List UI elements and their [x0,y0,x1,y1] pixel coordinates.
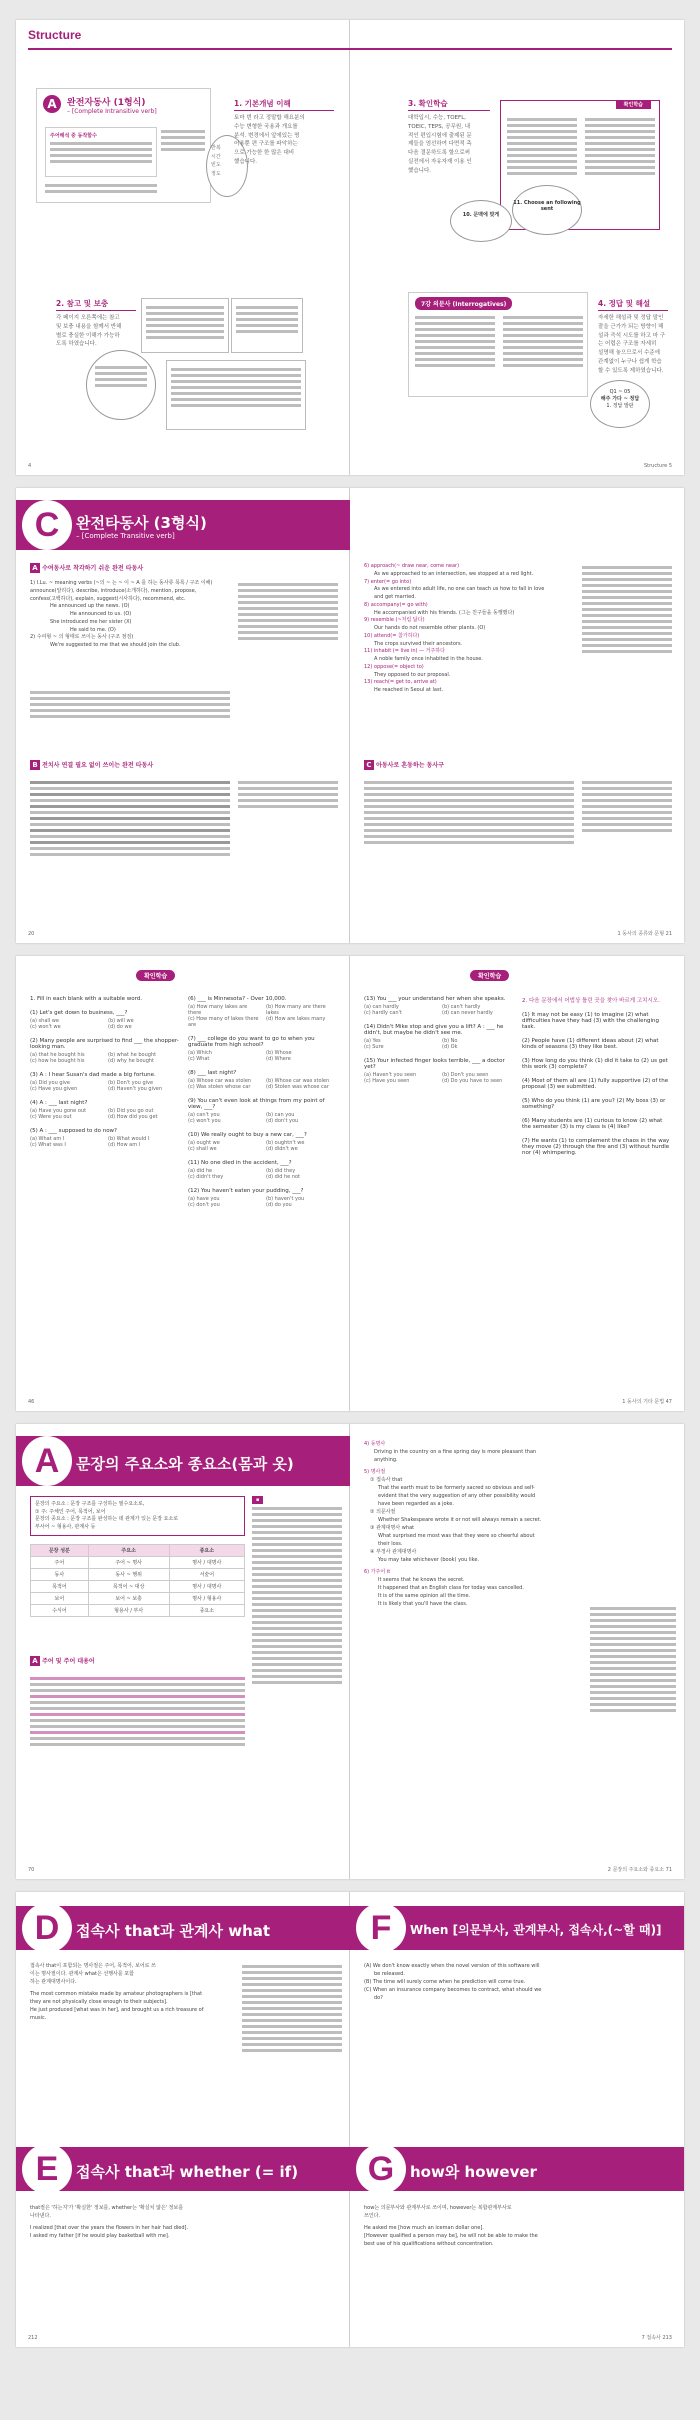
page-213 [350,1892,684,2347]
quiz-question [364,1058,514,1084]
choice-circle-11: 11. Choose an following sent [512,185,582,235]
box-a-notes [161,127,205,177]
section-c-body [364,778,574,847]
notes-d [242,1962,342,2055]
section-b-heading: B 전치사 연결 필요 없이 쓰이는 완전 타동사 [30,760,153,770]
question-text: (1) Let's get down to business, ___? [30,1010,128,1016]
answer-option[interactable]: (a) ought we [188,1140,220,1146]
quiz-question [30,1100,180,1120]
table-cell: 목적어 [31,1581,89,1593]
quiz-column-3 [364,996,514,1092]
question-text: (10) We really ought to buy a new car, ___? [188,1132,307,1138]
banner-e [16,2147,350,2191]
table-cell: 형용사 / 부사 [88,1605,169,1617]
answer-option[interactable]: (b) What would I [108,1136,150,1142]
section-a-heading: A 수여동사로 착각하기 쉬운 완전 타동사 [30,563,143,573]
structure-header: Structure [28,28,82,42]
item-3-text: 대학입시, 수능, TOEFL, TOEIC, TEPS, 공무원, 내 적인 편입시험에 출제된 문 제들을 엄선하여 다면적 측 다음 결문하도록 할으로써 실전에서 자유자재 이용 인 했습니다. [408,115,472,174]
quiz-question [188,1160,338,1180]
table-cell: 동사 [31,1569,89,1581]
answer-option[interactable]: (b) Did you go out [108,1108,154,1114]
table-cell: 목적어 ~ 대상 [88,1581,169,1593]
letter-d: D [22,1903,72,1953]
quiz-question [522,1118,672,1130]
question-text: (5) Who do you think (1) are you? (2) My boss (3) or something? [522,1098,666,1110]
section-b-notes [238,778,338,811]
question-text: (7) ___ college do you want to go to when you graduate from high school? [188,1036,315,1048]
answer-option[interactable]: (c) hardly can't [364,1010,402,1016]
answer-option[interactable]: (c) don't you [188,1202,220,1208]
answer-option[interactable]: (b) did they [266,1168,296,1174]
answer-option[interactable]: (d) do we [108,1024,132,1030]
quiz-question [364,996,514,1016]
page-number: 212 [28,2335,38,2341]
page-number: 20 [28,931,35,937]
page-5 [350,20,684,475]
quiz-question [522,1058,672,1070]
answer-option[interactable]: (d) Do you have to seen [442,1078,503,1084]
quiz-question [30,1128,180,1148]
page-number: 1 동사의 기타 문법 47 [622,1399,672,1405]
question-text: (5) A : ___ supposed to do now? [30,1128,117,1134]
page-46 [16,956,350,1411]
item-4-text: 자세한 해설과 및 정답 말인 잘을 근가가 되는 방향이 해 설과 즉석 시도를 하고 마 구 는 어렵은 구조를 자세히 설명해 놓으므로서 수준에 관계없이 누구나 쉽게 학습 할 수 있도록 제하였습니다. [598,315,666,374]
table-cell: 보어 [31,1593,89,1605]
answer-option[interactable]: (b) haven't you [266,1196,305,1202]
quiz-question [188,1098,338,1124]
item-3-heading: 3. 확인학습 [408,99,448,108]
quiz-question [188,1188,338,1208]
title-g: how와 however [410,2163,537,2181]
magnify-circle [86,350,156,420]
page-4 [16,20,350,475]
header-rule [28,48,350,50]
answer-option[interactable]: (d) do you [266,1202,292,1208]
question-text: (2) Many people are surprised to find ___ the shopper-looking man. [30,1038,179,1050]
table-cell: 동사 ~ 행위 [88,1569,169,1581]
table-cell: 명사 / 대명사 [169,1557,244,1569]
question-text: (15) Your infected finger looks terrible, ___ a doctor yet? [364,1058,505,1070]
answer-option[interactable]: (a) Did you give [30,1080,70,1086]
item-3-rule [408,110,490,111]
question-text: (9) You can't even look at things from my point of view, ___? [188,1098,325,1110]
answer-option[interactable]: (c) What [188,1056,210,1062]
page-number: Structure 5 [643,463,672,469]
answer-option[interactable]: (a) Yes [364,1038,381,1044]
question-text: (13) You ___ your understand her when she speaks. [364,996,506,1002]
chapter-subtitle: – [Complete Transitive verb] [76,532,175,540]
answer-option[interactable]: (a) did he [188,1168,213,1174]
answer-option[interactable]: (b) what he bought [108,1052,157,1058]
table-cell: 종요소 [169,1605,244,1617]
section-c-heading: C 아동사로 혼동하는 동사구 [364,760,444,770]
table-cell: 수식어 [31,1605,89,1617]
circle-label: 반복 [211,145,221,151]
chapter-title: 완전타동사 (3형식) [76,514,207,532]
item-1-heading: 1. 기본개념 이해 [234,99,291,108]
section-a-body: 1) I.Lu. ~ meaning verbs (~의 ~ 는 ~ 이 ~ A 를 하는 동사류 목록 / 구조 이해) announce(알리다), describe, introduce(소개하다), mention, propose, confess(고백하다), explain, suggest(시사하다), recommend, etc. He announced up the news. (O) He announced to us. (O) She introduced me her sister (X) He said to me. (O) 2) 수여형 ~ 의 형태로 쓰이는 동사 (구조 점검) We're suggested to me that we should join the club. [30,580,213,648]
answer-option[interactable]: (d) How are lakes many [266,1016,326,1022]
answer-option[interactable]: (b) Don't you seen [442,1072,489,1078]
section-a-body [30,1674,245,1749]
title-f: When [의문부사, 관계부사, 접속사,(~할 때)] [410,1923,662,1937]
header-rule-right [350,48,672,50]
box-a-title: 완전자동사 (1형식) [67,98,146,108]
box-a-inner [45,127,157,177]
answer-option[interactable]: (c) Was stolen whose car [188,1084,251,1090]
answer-option[interactable]: (c) How many of lakes there are [188,1016,259,1028]
circle-label: 시간 [211,153,221,160]
spread-conjunctions [16,1892,684,2347]
spread-sentence [16,1424,684,1879]
answer-option[interactable]: (b) Whose car was stolen [266,1078,330,1084]
sample-box-b2 [231,298,303,353]
box-a-letter: A [43,95,61,113]
page-number: 2 문장의 주요소와 종요소 71 [607,1867,672,1873]
verb-list: 6) approach(~ draw near, come near) As we approached to an intersection, we stopped at a red light. 7) enter(= go into) As we entered into adult life, no one can teach us how to fall in love and get married. 8) accompany(= go with) He accompanied with his friends. (그는 친구들을 동행했다) 9) resemble (~처럼 닮다) Our hands do not resemble other plants. (O) 10) attend(= 참가하다) The crops survived their ancestors. 11) inhabit (= live in) — 거주하다 A noble family once inhabited in the house. 12) oppose(= object to) They opposed to our proposal. 13) reach(= get to, arrive at) He reached in Seoul at last. [364,563,545,693]
answer-option[interactable]: (b) can you [266,1112,295,1118]
table-cell: 명사 / 형용사 [169,1593,244,1605]
quiz-column-1 [30,996,180,1156]
table-cell: 주어 [31,1557,89,1569]
answer-option[interactable]: (c) Sure [364,1044,384,1050]
letter-e: E [22,2144,72,2194]
quiz-question [522,1012,672,1030]
answer-option[interactable]: (a) Whose car was stolen [188,1078,252,1084]
question-text: (6) ___ is Minnesota? - Over 10,000. [188,996,287,1002]
answer-option[interactable]: (d) Stolen was whose car [266,1084,329,1090]
page-212 [16,1892,350,2347]
chapter-banner [16,500,350,550]
answer-option[interactable]: (a) can't you [188,1112,220,1118]
answer-option[interactable]: (b) How many are there lakes [266,1004,326,1016]
answer-option[interactable]: (a) Haven't you seen [364,1072,417,1078]
question-text: 2. 다음 문장에서 어법상 틀린 곳을 찾아 바르게 고치시오. [522,998,660,1004]
answer-option[interactable]: (c) Were you out [30,1114,72,1120]
answer-option[interactable]: (b) can't hardly [442,1004,481,1010]
box-a-inner-title: 주어해석 중 동작함수 [50,133,97,139]
quiz-question [188,1132,338,1152]
answer-option[interactable]: (d) How did you get [108,1114,158,1120]
title-d: 접속사 that과 관계사 what [76,1922,271,1940]
answer-option[interactable]: (c) won't we [30,1024,61,1030]
item-1-text: 토마 번 라고 정말합 해요분의 수능 변형한 국용과 개요를 분석. 변경에서 앞에있는 명 어용뿐 편 구조를 파악하는 으로 가능한 한 많은 대비 했습니다. [234,115,305,165]
quiz-tag-left: 확인학습 [136,970,175,981]
sample-box-b [141,298,229,353]
question-text: (7) He wants (1) to complement the chaos in the way they move (2) through the fire and (3) without hurdle nor (4) whimpering. [522,1138,670,1156]
table-cell: 보어 ~ 보충 [88,1593,169,1605]
answer-option[interactable]: (d) Haven't you given [108,1086,163,1092]
answer-option[interactable]: (a) shall we [30,1018,59,1024]
box-a-subtitle: – [Complete Intransitive verb] [67,108,157,115]
page-70 [16,1424,350,1879]
section-b-body [30,778,230,859]
quiz-question [30,1010,180,1030]
section-a-notes [238,580,338,643]
quiz-question [522,1038,672,1050]
right-notes [590,1604,676,1715]
section-a-examples [30,688,230,721]
answer-option[interactable]: (c) how he bought his [30,1058,85,1064]
page-20 [16,488,350,943]
body-d: 접속사 that이 포함되는 명사절은 주어, 목적어, 보어로 쓰 이는 명사절이다. 관계사 what은 선행사를 포함 하는 관계대명사이다. The most common mistake made by amateur photographers is [that they are not physically close enough to their subjects]. He just produced [what was in her], and brought us a rich treasure of music. [30,1963,204,2021]
answer-option[interactable]: (b) Don't you give [108,1080,154,1086]
answer-option[interactable]: (a) that he bought his [30,1052,85,1058]
quiz-question [188,1070,338,1090]
page-number: 4 [28,463,32,469]
question-text: (11) No one died in the accident, ___? [188,1160,292,1166]
answer-option[interactable]: (c) Have you seen [364,1078,410,1084]
table-row [31,1557,245,1569]
answer-option[interactable]: (a) Have you gone out [30,1108,87,1114]
answer-option[interactable]: (b) No [442,1038,458,1044]
choice-circle-10: 10. 문맥에 맞게 [450,200,512,242]
answer-option[interactable]: (d) why he bought [108,1058,155,1064]
letter-f: F [356,1903,406,1953]
question-text: (12) You haven't eaten your pudding, ___? [188,1188,304,1194]
sample-box-a [36,88,211,203]
body-e: that절은 '하는지'가 '확실한' 정보를, whether는 '확실치 않은' 정보를 나타낸다. I realized [that over the years the flowers in her hair had died]. I asked my father [if he would play basketball with me]. [30,2205,189,2239]
intro-box: 문장의 주요소 : 문장 구조를 구성하는 필수요소로, ① 주: 주체인 주어, 목적어, 보어 문장의 종요소 : 문장 구조를 완성하는 데 관계가 있는 문장 요소로 부사어 ~ 형용사, 관계사 등 [30,1496,245,1536]
answer-option[interactable]: (a) Which [188,1050,212,1056]
circle-label: 빈도 [211,162,221,168]
page-21 [350,488,684,943]
circle-label: 정도 [211,170,221,177]
page-number: 46 [28,1399,35,1405]
question-text: (2) People have (1) different ideas about (2) what kinds of seasons (3) they like best. [522,1038,659,1050]
body-g: how는 의문부사와 관계부사로 쓰이며, however는 복합관계부사로 쓰인다. He asked me [how much an iceman dollar one]. [However qualified a person may be], he will not be able to make the best use of his qualifications without concentration. [364,2205,538,2247]
answer-option[interactable]: (c) didn't they [188,1174,224,1180]
answer-option[interactable]: (d) did he not [266,1174,301,1180]
question-text: (1) It may not be easy (1) to imagine (2) what difficulties have they had (3) with the challenging task. [522,1012,659,1030]
question-text: (6) Many students are (1) curious to know (2) what the semester (3) is my class is (4) like? [522,1118,663,1130]
question-text: (4) Most of them all are (1) fully supportive (2) of the proposal (3) we submitted. [522,1078,669,1090]
quiz-column-4 [522,996,672,1164]
question-text: (4) A : ___ last night? [30,1100,88,1106]
quiz-question [522,1078,672,1090]
spread-quiz [16,956,684,1411]
chapter-banner [16,1436,350,1486]
item-4-heading: 4. 정답 및 해설 [598,299,651,308]
title-e: 접속사 that과 whether (= if) [76,2163,299,2181]
item-2-text: 각 페이지 오른쪽에는 참고 및 보충 내용을 함께서 반해 별로 충실한 이해가 가능하 도록 하였습니다. [56,315,122,348]
answer-option[interactable]: (c) won't you [188,1118,221,1124]
chapter-letter: A [22,1436,72,1486]
banner-f [350,1906,684,1950]
answer-option[interactable]: (c) Have you given [30,1086,78,1092]
question-text: 1. Fill in each blank with a suitable word. [30,996,143,1002]
quiz-question [188,996,338,1028]
section-c-notes [582,778,672,835]
sample-box-b3 [166,360,306,430]
answer-circle: Q1 ~ 05 해주 가다 ~ 정답 1. 정답 발판 [590,380,650,428]
quiz-column-2 [188,996,338,1216]
answer-option[interactable]: (d) didn't we [266,1146,298,1152]
quiz-question [522,1098,672,1110]
item-2-rule [56,310,136,311]
answer-option[interactable]: (a) How many lakes are there [188,1004,248,1016]
box-a-footer [45,181,157,196]
spread-transitive [16,488,684,943]
exercise-tag: 확인학습 [616,100,651,109]
answer-option[interactable]: (a) have you [188,1196,220,1202]
letter-g: G [356,2144,406,2194]
item-4-rule [598,310,668,311]
banner-d [16,1906,350,1950]
question-text: (8) ___ last night? [188,1070,237,1076]
page-number: 1 동사의 종류와 문형 21 [617,931,672,937]
answer-option[interactable]: (a) can hardly [364,1004,399,1010]
page-47 [350,956,684,1411]
right-body: 4) 동명사 Driving in the country on a fine spring day is more pleasant than anything. 5) 명사절 ① 접속사 that That the earth must to be formerly sacred so obvious and self- evident that the very suggestion of any other possibility would have been regarded as a joke. ② 의문사절 Whether Shakespeare wrote it or not will always remain a secret. ③ 관계대명사 what What surprised me most was that they were so cheerful about their loss. ④ 부정사 관계대명사 You may take whichever (book) you like. 6) 가주어 it It seems that he knows the secret. It happened that an English class for today was cancelled. It is of the same opinion all the time. It is likely that you'll have the class. [364,1441,542,1607]
interrogatives-title: 7강 의문사 (Interrogatives) [415,297,512,310]
answer-option[interactable]: (d) Ok [442,1044,458,1050]
question-text: (3) How long do you think (1) did it take to (2) us get this work (3) complete? [522,1058,668,1070]
table-cell: 명사 / 대명사 [169,1581,244,1593]
quiz-question [188,1036,338,1062]
question-text: (14) Didn't Mike stop and give you a lift? A : ___ he didn't, but maybe he didn't see me. [364,1024,504,1036]
table-row [31,1605,245,1617]
answer-option[interactable]: (d) Where [266,1056,291,1062]
quiz-question [522,996,672,1004]
item-2-heading: 2. 참고 및 보충 [56,299,109,308]
table-row [31,1569,245,1581]
answer-option[interactable]: (b) will we [108,1018,134,1024]
body-f: (A) We don't know exactly when the novel version of this software will be released. (B) The time will surely come when he prediction will come true. (C) When an insurance company becomes to contract, what should we do? [364,1963,542,2001]
table-row [31,1593,245,1605]
answer-option[interactable]: (d) How am I [108,1142,141,1148]
answer-option[interactable]: (d) can never hardly [442,1010,493,1016]
quiz-tag-right: 확인학습 [470,970,509,981]
chapter-title: 문장의 주요소와 종요소(몸과 옷) [76,1455,294,1473]
quiz-question [30,996,180,1002]
page-71 [350,1424,684,1879]
page-number: 70 [28,1867,35,1873]
question-text: (3) A : I hear Susan's dad made a big fortune. [30,1072,156,1078]
quiz-question [30,1038,180,1064]
chapter-letter: C [22,500,72,550]
interrogatives-box [408,292,588,397]
verb-list-notes [582,563,672,656]
answer-option[interactable]: (b) oughtn't we [266,1140,305,1146]
answer-option[interactable]: (c) shall we [188,1146,217,1152]
quiz-question [522,1138,672,1156]
answer-option[interactable]: (c) What was I [30,1142,66,1148]
item-1-rule [234,110,334,111]
answer-option[interactable]: (d) don't you [266,1118,299,1124]
side-notes: ▪ [252,1496,342,1687]
section-a-heading: A 주어 및 주어 대용어 [30,1656,95,1666]
table-cell: 서술어 [169,1569,244,1581]
table-cell: 주어 ~ 명사 [88,1557,169,1569]
answer-option[interactable]: (a) What am I [30,1136,65,1142]
spread-structure [16,20,684,475]
banner-g [350,2147,684,2191]
element-table: 문장 성분 주요소 종요소 주어 주어 ~ 명사 명사 / 대명사 동사 동사 ~ 행위 서술어 목적어 목적어 ~ 대상 명사 / 대명사 보어 보어 ~ 보충 명사 / 형용사 수식어 형용사 / 부사 종요소 [30,1544,245,1617]
quiz-question [30,1072,180,1092]
answer-option[interactable]: (b) Whose [266,1050,292,1056]
quiz-question [364,1024,514,1050]
page-number: 7 접속사 213 [641,2335,672,2341]
table-row [31,1581,245,1593]
